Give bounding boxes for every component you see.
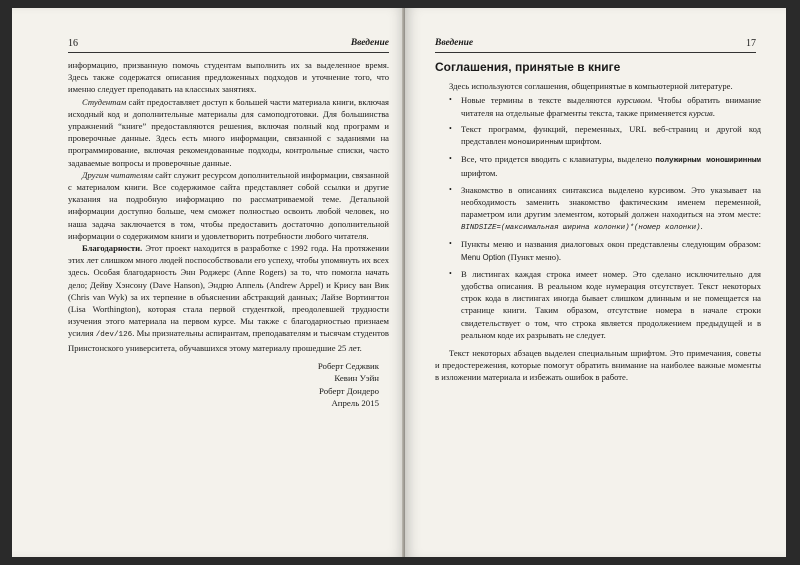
text: . [700,221,703,232]
right-header-rule [435,52,756,53]
left-section-title: Введение [350,38,389,48]
text: Пункты меню и названия диалоговых окон представлены следующим образом: [461,239,761,250]
bullet-icon: • [449,95,452,105]
list-item [435,123,761,149]
text: Все, что придется вводить с клавиатуры, выделено [461,154,656,165]
signature-line: Кевин Уэйн [334,373,379,384]
text: В листингах каждая строка имеет номер. Это сделано исключительно для удобства описания. В реальном коде нумерация отсутствует. Текст некоторых строк кода в листингах иногда бывает слишком длинным и не помещается на странице книги. Таким образом, отсутствие номера в начале строки свидетельствует о том, что строка является продолжением предыдущей и в реальном коде их разрывать не следует. [461,268,761,340]
right-page [405,8,786,557]
code-inline: /dev/126 [95,331,133,340]
code-inline: моноширинным [508,139,563,148]
text: . Чтобы обратить внимание читателя на отдельные фрагменты текста, также применяется [461,95,761,118]
text: шрифтом. [461,168,498,179]
left-page-number: 16 [68,38,78,49]
text: . Мы признательны аспирантам, преподавателям и тысячам студентов Принстонского университета, обучавшихся этому материалу прошедшие 25 лет. [68,328,389,353]
right-section-title: Введение [435,38,474,48]
signature-block [68,360,389,410]
menu-option-inline: Menu Option [461,252,506,262]
bullet-icon: • [449,268,452,278]
bullet-icon: • [449,154,452,164]
text: Новые термины в тексте выделяются [461,95,617,106]
list-item [435,268,761,341]
section-heading: Соглашения, принятые в книге [435,60,621,74]
bullet-icon: • [449,184,452,194]
text: Этот проект находится в разработке с 1992 года. На протяжении этих лет слишком много людей поспособствовали его успеху, чтобы упомянуть их всех здесь. Особая благодарность Энн Роджерс (Anne Rogers) за то, что помогла начать дело; Дейву Хэнсону (Dave Hanson), Эндрю Аппель (Andrew Appel) и Крису ван Вик (Chris van Wyk) за их терпение в объяснении абстракций данных; Лайзе Вортингтон (Lisa Worthington), которая стала первой студенткой, преодолевшей трудности изучения этого материала на первом курсе. Мы также с благодарностью признаем усилия [68,243,389,339]
paragraph: информацию, призванную помочь студентам выполнить их за выделенное время. Здесь также содержатся описания предложенных подходов и уточнение того, что именно следует преподавать на классных занятиях. [68,60,389,95]
bullet-icon: • [449,123,452,133]
list-item [435,238,761,263]
text: сайт предоставляет доступ к большей части материала книги, включая исходный код и дополнительные материалы для самоподготовки. Для большинства упражнений “книге” предоставляются решения, включая полный код программ и проверочные данные. Здесь есть много информации, связанной с заданиями на программирование, включая рекомендованные подходы, контрольные списки, часто задаваемые вопросы и проверочные данные. [68,96,389,168]
bullet-icon: • [449,239,452,249]
signature-line: Роберт Седжвик [317,360,379,371]
text: Текст программ, функций, переменных, URL веб-страниц и другой код представлен [461,123,761,147]
bold-lead: Благодарности. [82,243,143,254]
emphasis: курсивом [616,95,651,106]
left-page [12,8,405,557]
emphasis: Студентам [82,96,127,107]
emphasis: курсив [688,107,713,118]
list-item [435,94,761,118]
paragraph: Текст некоторых абзацев выделен специальным шрифтом. Это примечания, советы и предостережения, которые помогут обратить внимание на наиболее важные моменты в изложении материала и избежать ошибок в работе. [435,348,761,383]
text: Знакомство в описаниях синтаксиса выделено курсивом. Это указывает на необходимость заменить знакомство фактическим именем переменной, параметром или другим элементом, который должен находиться на этом месте: [461,184,761,220]
left-body-text [68,59,389,410]
paragraph [68,242,389,354]
paragraph [68,169,389,242]
left-header-rule [68,52,389,53]
conventions-list [435,94,761,341]
signature-line: Роберт Дондеро [319,385,379,396]
paragraph [68,96,389,169]
signature-date: Апрель 2015 [331,398,379,409]
code-bold-inline: полужирным моноширинным [655,157,761,166]
right-page-number: 17 [746,38,756,49]
text: (Пункт меню). [505,251,562,262]
text: сайт служит ресурсом дополнительной информации, связанной с материалом книги. Все содержимое сайта представляет собой ссылки и другие указания на подробную информацию по рассматриваемой теме. Детальной информации доступно больше, чем сможет полностью освоить любой человек, но наша задача заключается в том, чтобы предоставить достаточно дополнительной информации о содержимом книги и удовлетворить потребности любого читателя. [68,169,389,241]
emphasis: Другим читателям [82,169,153,180]
right-body-text [435,59,761,384]
code-italic-inline: BINDSIZE=(максимальная ширина колонки)*(номер колонки) [461,224,701,233]
list-item [435,153,761,179]
text: шрифтом. [562,136,602,147]
text: . [712,107,715,118]
list-item [435,184,761,235]
paragraph: Здесь используются соглашения, общепринятые в компьютерной литературе. [449,81,733,92]
